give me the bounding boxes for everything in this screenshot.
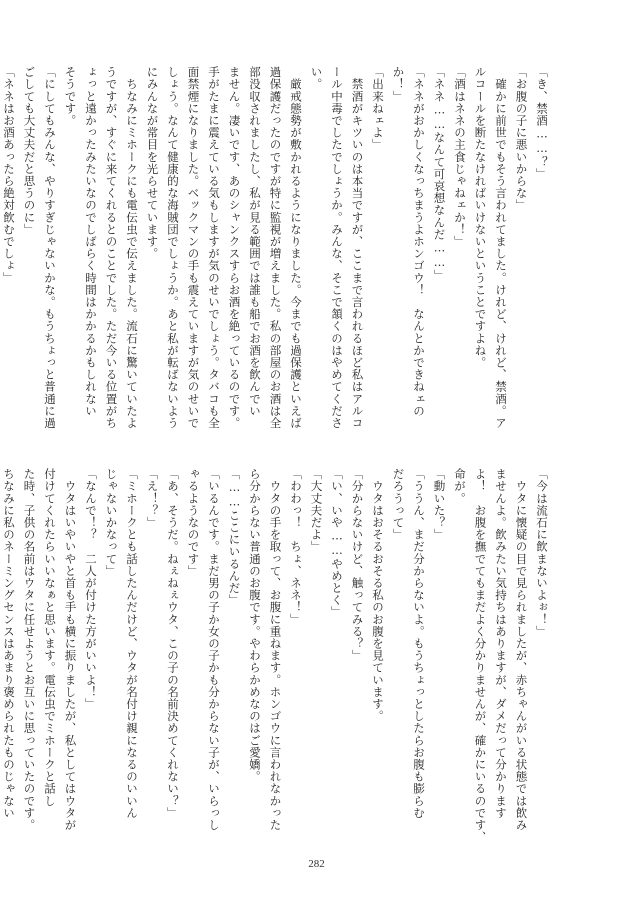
text-line: 「……ここにいるんだ」 — [227, 468, 242, 607]
text-line: 「わわっ！ ちょ、ネネ！」 — [289, 468, 303, 626]
text-line: だろうって」 — [391, 468, 406, 541]
text-line: 「い、いや……やめとく」 — [330, 468, 344, 619]
text-line: 面禁煙になりました。ベックマンの手も震えていますが気のせいで — [186, 66, 201, 429]
text-line: ませんよ。飲みたい気持ちはありますが、ダメだって分かります — [494, 468, 508, 819]
text-line: 「分からないけど、触ってみる？」 — [350, 468, 365, 662]
text-line: い。 — [309, 66, 324, 91]
text-line: 「ううん、まだ分からないよ。もうちょっとしたらお腹も膨らむ — [412, 468, 426, 819]
text-line: 「ネネはお酒あったら絶対飲むでしょ」 — [2, 66, 16, 284]
text-line: ウタの手を取って、お腹に重ねます。ホンゴウに言われなかった — [268, 468, 283, 831]
text-line: 確かに前世でもそう言われてました。けれど、けれど、禁酒。ア — [494, 66, 508, 429]
page-number: 282 — [308, 858, 325, 870]
text-line: にみんなが常目を光らせています。 — [145, 66, 160, 260]
text-block-bottom — [2, 468, 552, 844]
text-line: じゃないかなって」 — [104, 468, 119, 577]
text-line: た時、子供の名前はウタに任せようとお互いに思っていたのです。 — [22, 468, 37, 831]
text-line: ちなみにミホークにも電伝虫で伝えました。流石に驚いていたよ — [125, 66, 139, 429]
text-line: 禁酒がキツいのは本当ですが、ここまで言われるほど私はアルコ — [350, 66, 365, 429]
text-line: 手がたまに震えている気もしますが気のせいでしょう。タバコも全 — [207, 66, 221, 429]
text-line: 「酒はネネの主食じゃねェか！」 — [453, 66, 467, 248]
text-line: 「出来ねェよ」 — [371, 66, 385, 151]
text-line: 部没収されましたし、私が見る範囲では誰も船でお酒を飲んでい — [248, 66, 262, 417]
text-line: 「え！？」 — [145, 468, 160, 529]
text-line: ウタに懐疑の目で見られましたが、赤ちゃんがいる状態では飲み — [514, 468, 529, 831]
text-line: 「あ、そうだ。ねぇねぇウタ、この子の名前決めてくれない？」 — [166, 468, 180, 819]
text-line: そうです。 — [63, 66, 78, 127]
text-line: ません。凄いです、あのシャンクスすらお酒を絶っているのです。 — [227, 66, 242, 429]
text-block-top — [2, 66, 552, 442]
text-line: 「いるんです。まだ男の子か女の子かも分からない子が、いらっし — [207, 468, 221, 831]
text-line: ウタはいやいやと首も手も横に振りましたが、私としてはウタが — [63, 468, 78, 831]
text-line: よ！ お腹を撫でてもまだよく分かりませんが、確かにいるのです、 — [473, 468, 488, 844]
text-line: 「ネネがおかしくなっちまうよホンゴウ！ なんとかできねェの — [412, 66, 426, 417]
text-line: しょう。なんて健康的な海賊団でしょうか。あと私が転ばないよう — [166, 66, 180, 429]
text-line: か！」 — [391, 66, 406, 103]
text-line: 付けてくれたらいいなぁと思います。電伝虫でミホークと話し — [43, 468, 57, 807]
text-line: 過保護だったのですが特に監視が増えました。私の部屋のお酒は全 — [268, 66, 283, 429]
text-line: 「お腹の子に悪いからな」 — [514, 66, 529, 212]
text-line: 「き、禁酒……？」 — [535, 66, 549, 180]
text-line: 「大丈夫だよ」 — [309, 468, 324, 553]
text-line: ちなみに私のネーミングセンスはあまり褒められたものじゃない — [2, 468, 16, 819]
text-line: 命が。 — [453, 468, 467, 505]
text-line: 「動いた？」 — [432, 468, 447, 541]
text-line: ウタはおそるおそる私のお腹を見ています。 — [371, 468, 385, 723]
text-line: 「なんで！？ 二人が付けた方がいいよ！」 — [84, 468, 98, 710]
text-line: 厳戒態勢が敷かれるようになりました。今までも過保護といえば — [289, 66, 303, 429]
text-line: ょっと遠かったみたいなのでしばらく時間はかかるかもしれない — [84, 66, 98, 417]
text-line: ール中毒でしたでしょうか。みんな、そこで頷くのはやめてくださ — [330, 66, 344, 429]
text-line: 「ネネ……なんて可哀想なんだ……」 — [432, 66, 447, 282]
text-line: 「今は流石に飲まないよぉ！」 — [535, 468, 549, 638]
text-line: 「ミホークとも話したんだけど、ウタが名付け親になるのいいん — [125, 468, 139, 819]
text-line: ごしても大丈夫だと思うのに」 — [22, 66, 37, 236]
text-line: ルコールを断たなければいけないということですよね。 — [473, 66, 488, 369]
text-line: ら分からない普通のお腹です。やわらかめなのはご愛嬌。 — [248, 468, 262, 783]
text-line: 「にしてもみんな、やりすぎじゃないかな。もうちょっと普通に過 — [43, 66, 57, 429]
text-line: うですが、すぐに来てくれるとのことでした。ただ今いる位置がち — [104, 66, 119, 429]
text-line: ゃるようなのです」 — [186, 468, 201, 577]
